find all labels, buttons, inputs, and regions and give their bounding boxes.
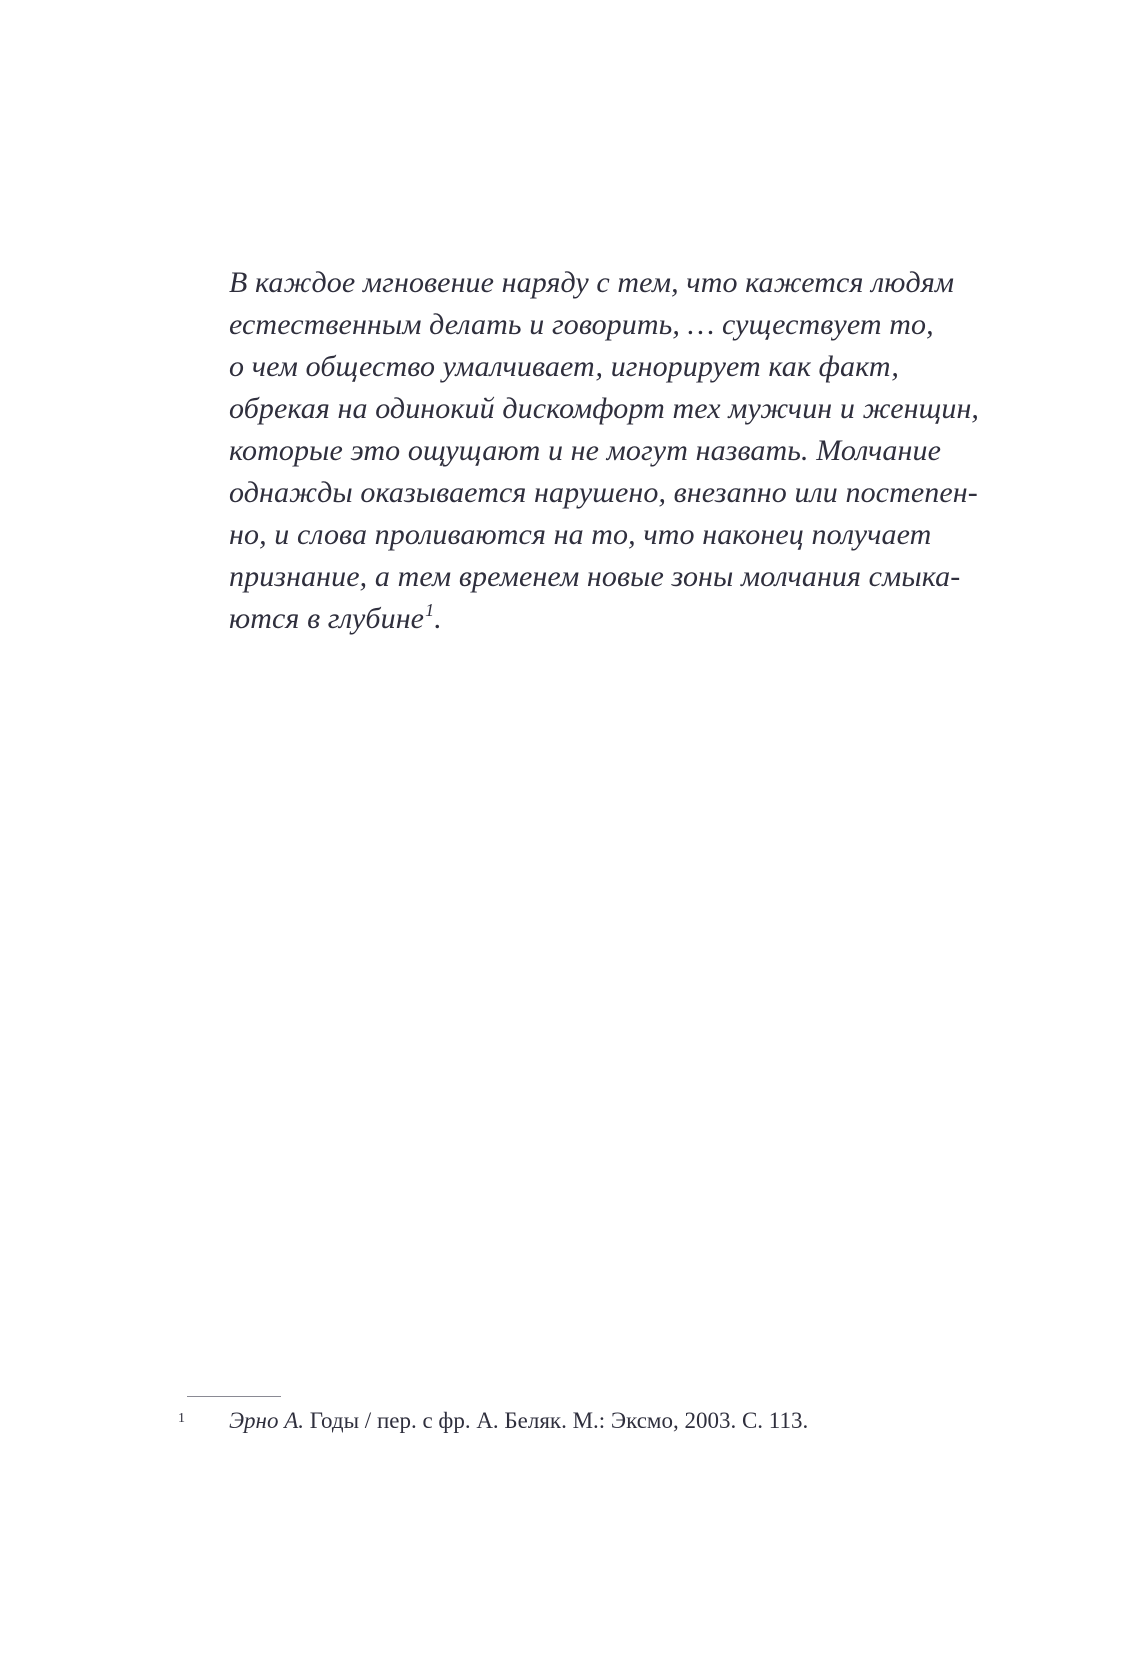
epigraph-line: однажды оказывается нарушено, внезапно или постепен- [229, 476, 978, 509]
epigraph-quote [229, 262, 1029, 640]
footnote-divider [187, 1396, 281, 1397]
epigraph-end-punct: . [434, 602, 442, 635]
epigraph-line: о чем общество умалчивает, игнорирует как факт, [229, 350, 899, 383]
epigraph-line-text: ются в глубине [229, 602, 425, 635]
epigraph-line: которые это ощущают и не могут назвать. Молчание [229, 434, 942, 467]
epigraph-last-line [229, 598, 1029, 640]
epigraph-line: В каждое мгновение наряду с тем, что кажется людям [229, 266, 955, 299]
footnote-text [229, 1405, 808, 1437]
footnote-reference[interactable]: 1 [425, 600, 435, 620]
footnote-citation: Годы / пер. с фр. А. Беляк. М.: Эксмо, 2003. С. 113. [304, 1408, 809, 1433]
epigraph-line: естественным делать и говорить, … существует то, [229, 308, 934, 341]
epigraph-line: обрекая на одинокий дискомфорт тех мужчин и женщин, [229, 392, 980, 425]
footnote-author: Эрно А. [229, 1408, 305, 1433]
epigraph-line: признание, а тем временем новые зоны молчания смыка- [229, 560, 961, 593]
epigraph-line: но, и слова проливаются на то, что наконец получает [229, 518, 932, 551]
footnote-mark: 1 [178, 1411, 185, 1426]
